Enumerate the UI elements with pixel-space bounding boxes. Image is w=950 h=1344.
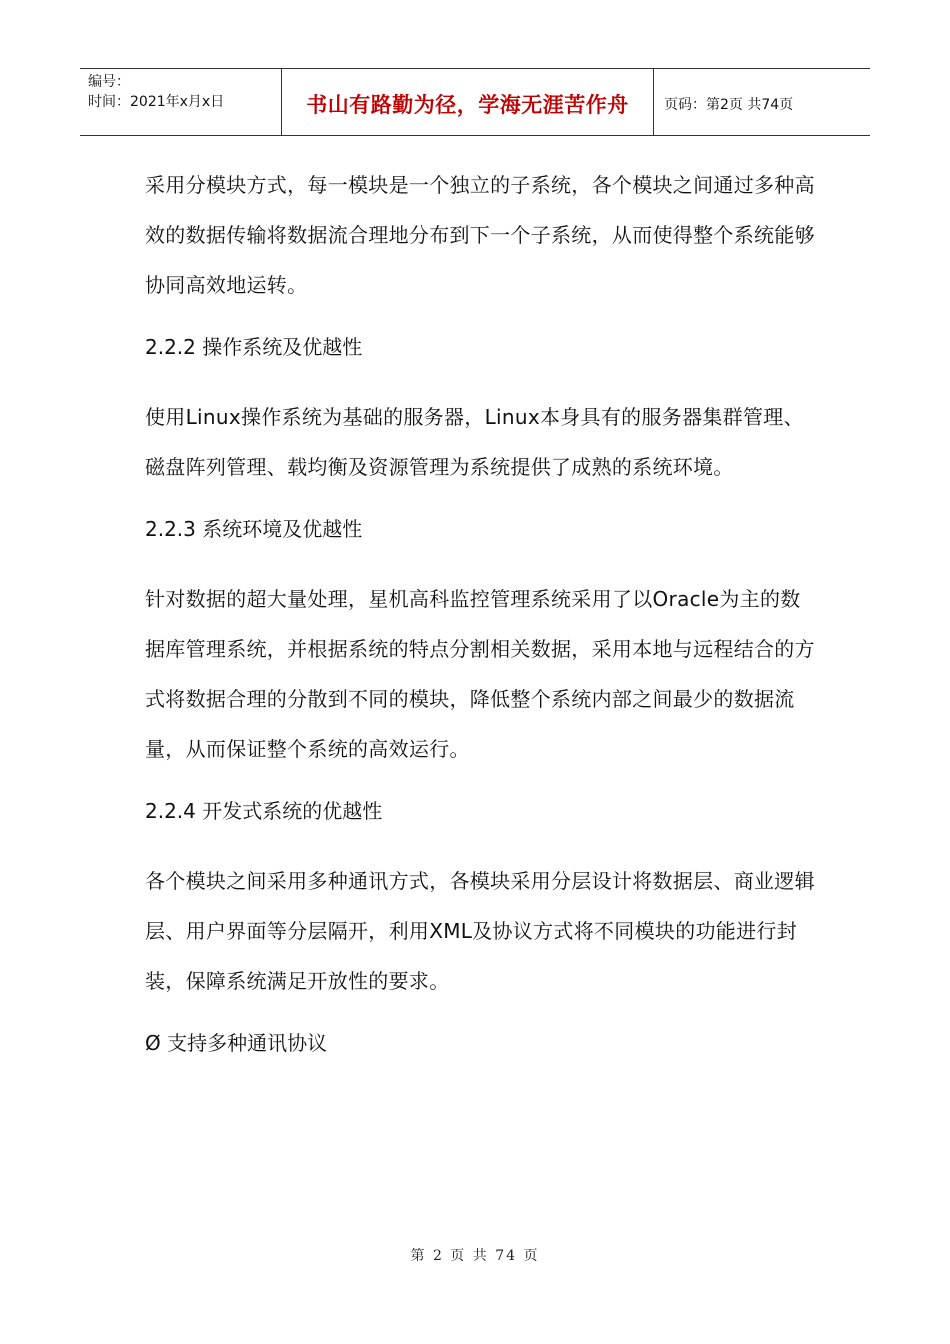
header-motto: 书山有路勤为径，学海无涯苦作舟 [282, 69, 654, 135]
header-number-label: 编号： [88, 74, 130, 90]
header-time-label: 时间：2021年x月x日 [88, 94, 225, 110]
section-2-2-4-body: 各个模块之间采用多种通讯方式，各模块采用分层设计将数据层、商业逻辑层、用户界面等分层隔开，利用XML及协议方式将不同模块的功能进行封装，保障系统满足开放性的要求。 [145, 869, 815, 993]
section-2-2-3-body: 针对数据的超大量处理，星机高科监控管理系统采用了以Oracle为主的数据库管理系统，并根据系统的特点分割相关数据，采用本地与远程结合的方式将数据合理的分散到不同的模块，降低整个系统内部之间最少的数据流量，从而保证整个系统的高效运行。 [145, 587, 815, 761]
section-2-2-2-body: 使用Linux操作系统为基础的服务器，Linux本身具有的服务器集群管理、磁盘阵列管理、载均衡及资源管理为系统提供了成熟的系统环境。 [145, 405, 804, 479]
section-2-2-3-title: 2.2.3 系统环境及优越性 [145, 517, 363, 541]
page-header [80, 68, 870, 136]
intro-paragraph: 采用分模块方式，每一模块是一个独立的子系统，各个模块之间通过多种高效的数据传输将数据流合理地分布到下一个子系统，从而使得整个系统能够协同高效地运转。 [145, 173, 815, 297]
header-meta-cell [80, 69, 282, 135]
page-footer: 第 2 页 共 74 页 [410, 1248, 540, 1264]
section-2-2-2-title: 2.2.2 操作系统及优越性 [145, 335, 363, 359]
section-2-2-4-title: 2.2.4 开发式系统的优越性 [145, 799, 383, 823]
document-body [145, 160, 815, 1088]
header-page-info: 页码：第2页 共74页 [664, 97, 794, 113]
bullet-item: Ø 支持多种通讯协议 [145, 1031, 328, 1055]
